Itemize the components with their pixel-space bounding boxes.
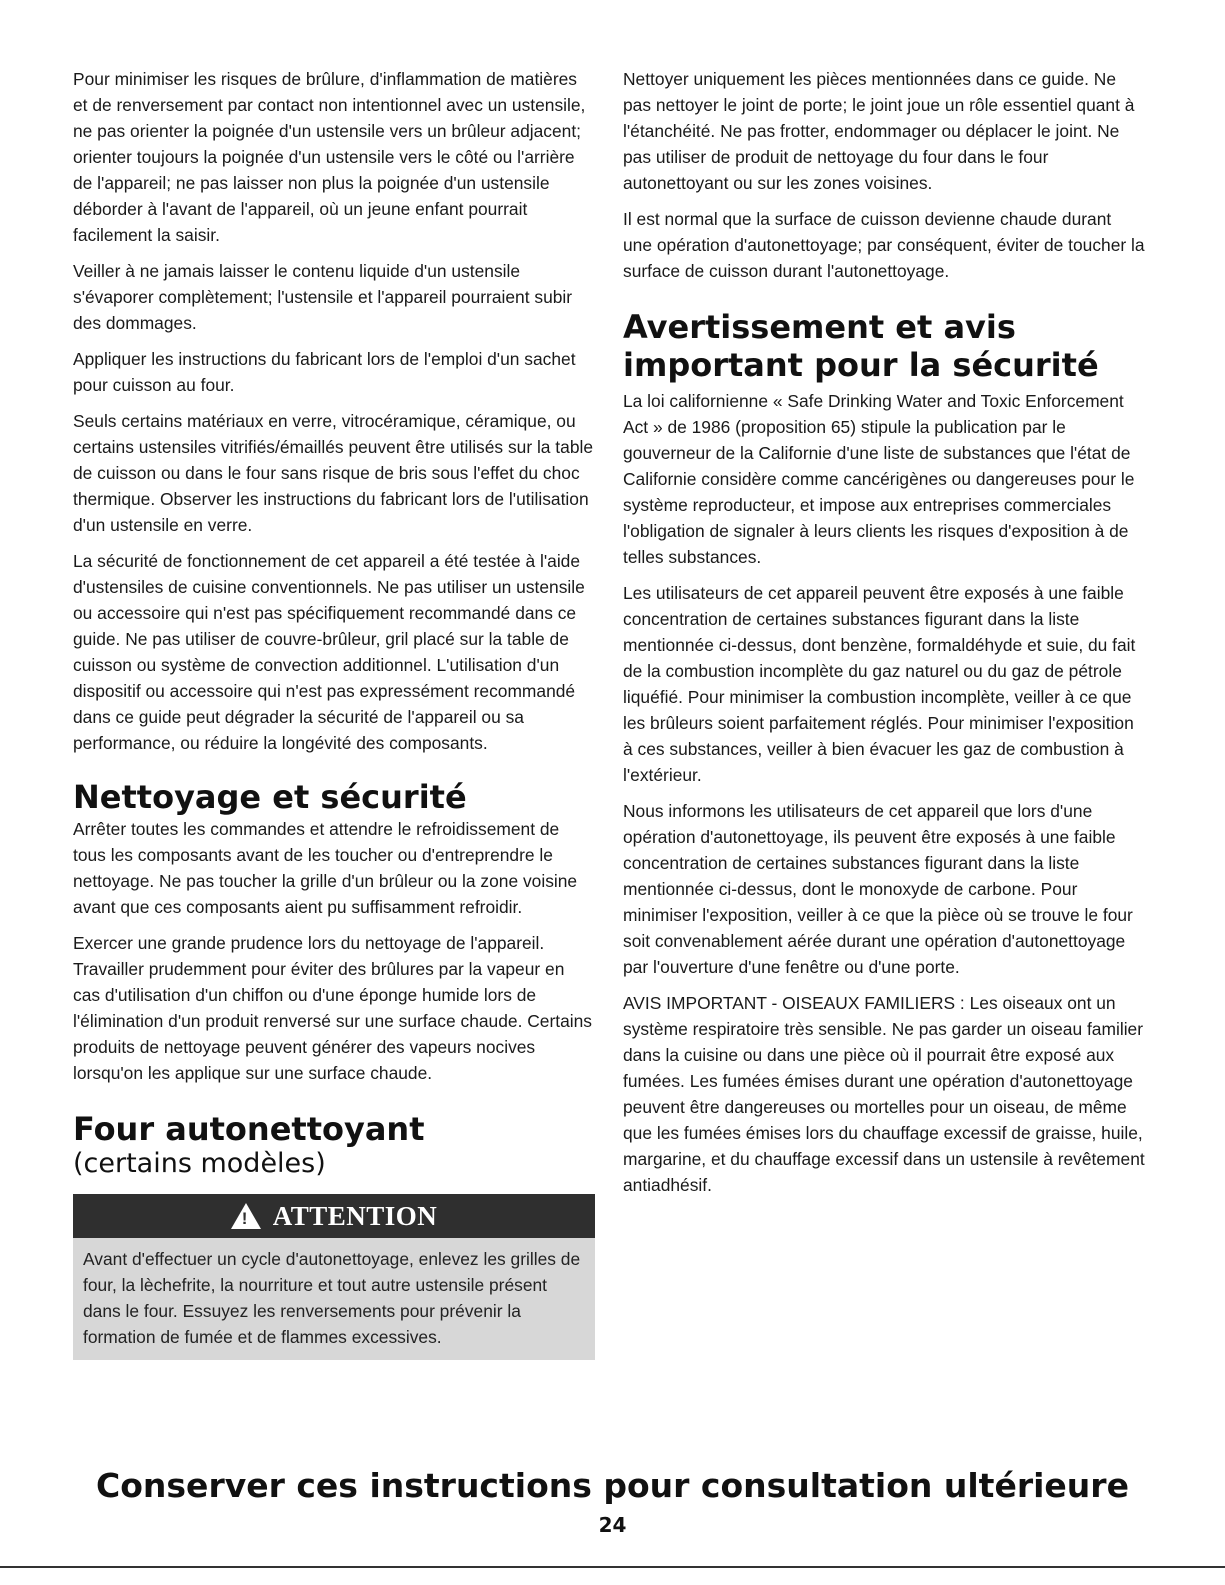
- bottom-rule: [0, 1566, 1225, 1568]
- warning-box: [73, 1194, 595, 1360]
- paragraph-sachet: Appliquer les instructions du fabricant lors de l'emploi d'un sachet pour cuisson au four.: [73, 349, 576, 395]
- paragraph-materiaux: Seuls certains matériaux en verre, vitrocéramique, céramique, ou certains ustensiles vitrifiés/émaillés peuvent être utilisés sur la table de cuisson ou dans le four sans risque de bris sous l'effet du choc thermique. Observer les instructions du fabricant lors de l'utilisation d'un ustensile en verre.: [73, 411, 594, 535]
- warning-title: ATTENTION: [272, 1200, 438, 1231]
- paragraph-surface-chaude: Il est normal que la surface de cuisson devienne chaude durant une opération d'autonettoyage; par conséquent, éviter de toucher la surface de cuisson durant l'autonettoyage.: [623, 209, 1145, 281]
- subheading-certains-modeles: (certains modèles): [73, 1148, 326, 1179]
- heading-four-autonettoyant: Four autonettoyant: [73, 1110, 425, 1148]
- warning-text: Avant d'effectuer un cycle d'autonettoyage, enlevez les grilles de four, la lèchefrite, la nourriture et tout autre ustensile présent dans le four. Essuyez les renversements pour prévenir la formation de fumée et de flammes excessives.: [83, 1249, 581, 1347]
- paragraph-proposition-65: La loi californienne « Safe Drinking Water and Toxic Enforcement Act » de 1986 (proposition 65) stipule la publication par le gouverneur de la Californie d'une liste de substances que l'état de Californie considère comme cancérigènes ou dangereuses pour le système reproducteur, et impose aux entreprises commerciales l'obligation de signaler à leurs clients les risques d'exposition à de telles substances.: [623, 391, 1135, 567]
- warning-triangle-icon: !: [231, 1203, 261, 1229]
- page-number: 24: [598, 1513, 627, 1537]
- left-column: [73, 66, 595, 1360]
- paragraph-evaporation: Veiller à ne jamais laisser le contenu liquide d'un ustensile s'évaporer complètement; l'ustensile et l'appareil pourraient subir des dommages.: [73, 261, 573, 333]
- warning-header: [73, 1194, 595, 1238]
- paragraph-arreter-commandes: Arrêter toutes les commandes et attendre le refroidissement de tous les composants avant de les toucher ou d'entreprendre le nettoyage. Ne pas toucher la grille d'un brûleur ou la zone voisine avant que ces composants aient pu suffisamment refroidir.: [73, 819, 578, 917]
- paragraph-nettoyer-pieces: Nettoyer uniquement les pièces mentionnées dans ce guide. Ne pas nettoyer le joint de porte; le joint joue un rôle essentiel quant à l'étanchéité. Ne pas frotter, endommager ou déplacer le joint. Ne pas utiliser de produit de nettoyage du four dans le four autonettoyant ou sur les zones voisines.: [623, 69, 1135, 193]
- heading-nettoyage-securite: Nettoyage et sécurité: [73, 778, 467, 816]
- heading-avertissement-avis: Avertissement et avis important pour la sécurité: [623, 308, 1099, 384]
- paragraph-monoxyde-carbone: Nous informons les utilisateurs de cet appareil que lors d'une opération d'autonettoyage, ils peuvent être exposés à une faible concentration de certaines substances figurant dans la liste mentionnée ci-dessus, dont le monoxyde de carbone. Pour minimiser l'exposition, veiller à ce que la pièce où se trouve le four soit convenablement aérée durant une opération d'autonettoyage par l'ouverture d'une fenêtre ou d'une porte.: [623, 801, 1133, 977]
- right-column: [623, 66, 1145, 1208]
- paragraph-poignee: Pour minimiser les risques de brûlure, d'inflammation de matières et de renversement par contact non intentionnel avec un ustensile, ne pas orienter la poignée d'un ustensile vers un brûleur adjacent; orienter toujours la poignée d'un ustensile vers le côté ou l'arrière de l'appareil; ne pas laisser non plus la poignée d'un ustensile déborder à l'avant de l'appareil, où un jeune enfant pourrait facilement la saisir.: [73, 69, 586, 245]
- paragraph-securite-fonctionnement: La sécurité de fonctionnement de cet appareil a été testée à l'aide d'ustensiles de cuisine conventionnels. Ne pas utiliser un ustensile ou accessoire qui n'est pas spécifiquement recommandé dans ce guide. Ne pas utiliser de couvre-brûleur, gril placé sur la table de cuisson ou système de convection additionnel. L'utilisation d'un dispositif ou accessoire qui n'est pas expressément recommandé dans ce guide peut dégrader la sécurité de l'appareil ou sa performance, ou réduire la longévité des composants.: [73, 551, 585, 753]
- paragraph-oiseaux-familiers: AVIS IMPORTANT - OISEAUX FAMILIERS : Les oiseaux ont un système respiratoire très sensible. Ne pas garder un oiseau familier dans la cuisine ou dans une pièce où il pourrait être exposé aux fumées. Les fumées émises durant une opération d'autonettoyage peuvent être dangereuses ou mortelles pour un oiseau, de même que les fumées émises lors du chauffage excessif de graisse, huile, margarine, et du chauffage excessif dans un ustensile à revêtement antiadhésif.: [623, 993, 1145, 1195]
- paragraph-exposition-substances: Les utilisateurs de cet appareil peuvent être exposés à une faible concentration de certaines substances figurant dans la liste mentionnée ci-dessus, dont benzène, formaldéhyde et suie, du fait de la combustion incomplète du gaz naturel ou du gaz de pétrole liquéfié. Pour minimiser la combustion incomplète, veiller à ce que les brûleurs soient parfaitement réglés. Pour minimiser l'exposition à ces substances, veiller à bien évacuer les gaz de combustion à l'extérieur.: [623, 583, 1136, 785]
- paragraph-prudence-nettoyage: Exercer une grande prudence lors du nettoyage de l'appareil. Travailler prudemment pour éviter des brûlures par la vapeur en cas d'utilisation d'un chiffon ou d'une éponge humide lors de l'élimination d'un produit renversé sur une surface chaude. Certains produits de nettoyage peuvent générer des vapeurs nocives lorsqu'on les applique sur une surface chaude.: [73, 933, 592, 1083]
- footer-title: Conserver ces instructions pour consultation ultérieure: [96, 1466, 1129, 1505]
